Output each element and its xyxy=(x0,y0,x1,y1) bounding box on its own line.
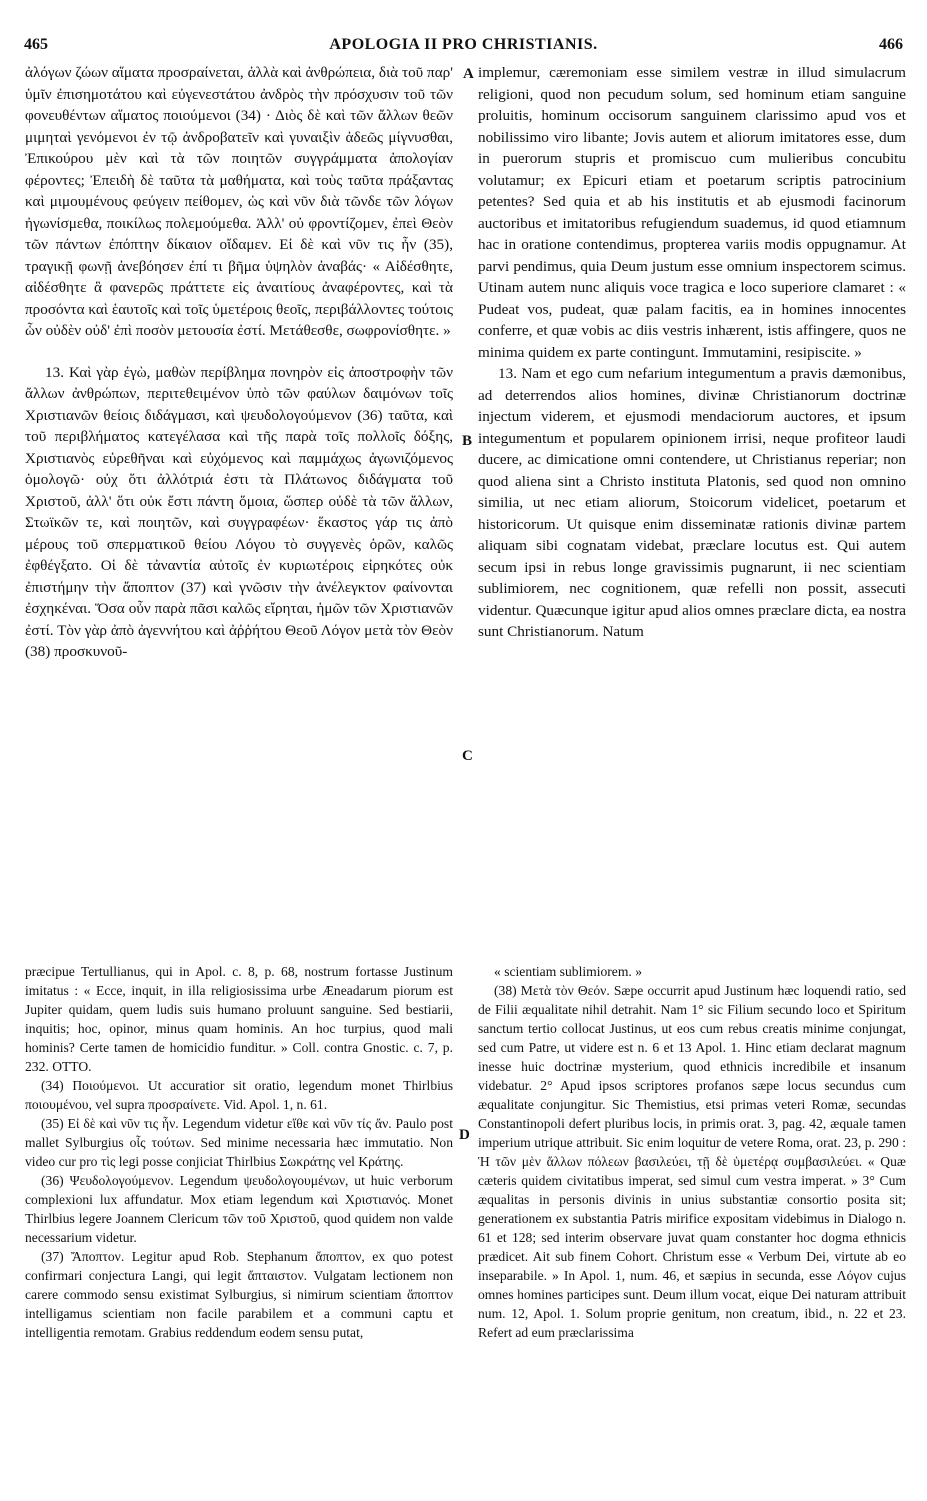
margin-marker-b: B xyxy=(462,433,473,449)
footnote: (34) Ποιούμενοι. Ut accuratior sit oratio, legendum monet Thirlbius ποιουμένου, vel supra προσραίνετε. Vid. Apol. 1, n. 61. xyxy=(25,1078,453,1112)
footnote: præcipue Tertullianus, qui in Apol. c. 8, p. 68, nostrum fortasse Justinum imitatus : « Ecce, inquit, in illa religiosissima urbe Æneadarum piorum est Jupiter quidam, quem ludis suis humano proluunt sanguine. Sed bestiarii, inquitis; hoc, opinor, minus quam hominis. An hoc turpius, quod mali hominis? Certe tamen de homicidio funditur. » Coll. contra Gnostic. c. 7, p. 232. OTTO. xyxy=(25,964,453,1074)
running-title: APOLOGIA II PRO CHRISTIANIS. xyxy=(329,36,598,53)
margin-marker-d: D xyxy=(459,1127,470,1143)
left-page-number: 465 xyxy=(24,36,48,53)
footnotes-right xyxy=(478,962,906,1342)
right-page-number: 466 xyxy=(879,36,903,53)
margin-marker-a: A xyxy=(463,66,474,82)
footnote: (37) Ἄποπτον. Legitur apud Rob. Stephanum ἄποπτον, ex quo potest confirmari conjectura Langi, qui legit ἄπταιστον. Vulgatam lectionem non carere commodo sensu existimat Sylburgius, si nimirum scientiam ἄποπτον intelligamus scientiam non facile parabilem et a communi captu et intelligentia remotam. Grabius reddendum eodem sensu putat, xyxy=(25,1249,453,1340)
margin-marker-c: C xyxy=(462,748,473,764)
footnote: (36) Ψευδολογούμενον. Legendum ψευδολογουμένων, ut huic verborum complexioni lux affundatur. Mox etiam legendum καὶ Χριστιανός. Monet Thirlbius legere Joannem Clericum τῶν τοῦ Χριστοῦ, quod quidem non valde necessarium videtur. xyxy=(25,1173,453,1245)
latin-column xyxy=(478,62,906,643)
footnote: (35) Εἰ δὲ καὶ νῦν τις ἦν. Legendum videtur εἴθε καὶ νῦν τίς ἄν. Paulo post mallet Sylburgius οἷς τούτων. Sed minime necessaria hæc immutatio. Non video cur pro τὶς legi posse conjiciat Thirlbius Σωκράτης vel Κράτης. xyxy=(25,1116,453,1169)
running-header xyxy=(24,36,903,60)
latin-paragraph: 13. Nam et ego cum nefarium integumentum a pravis dæmonibus, ad deterrendos alios homines, divinæ Christianorum doctrinæ injectum viderem, et ejusmodi mendaciorum auctores, et ipsum integumentum et popularem opinionem irrisi, neque profiteor laudi ducere, ac dimicatione omni contendere, ut Christianus reperiar; non quod aliena sint a Christo instituta Platonis, sed quod non omnino similia, ut nec etiam aliorum, Stoicorum videlicet, poetarum et historicorum. Ut quisque enim disseminatæ rationis divinæ partem aliquam sibi cognatam videbat, præclare locutus est. Qui autem secum ipsi in rebus longe gravissimis pugnarunt, ii nec scientiam sublimiorem, nec cognitionem, quæ refelli non possit, assecuti videntur. Quæcunque igitur apud alios omnes præclare dicta, ea nostra sunt Christianorum. Natum xyxy=(478,365,906,640)
greek-paragraph: 13. Καὶ γὰρ ἐγὼ, μαθὼν περίβλημα πονηρὸν εἰς ἀποστροφὴν τῶν ἄλλων ἀνθρώπων, περιτεθειμένον ὑπὸ τῶν φαύλων δαιμόνων τοῖς Χριστιανῶν θείοις διδάγμασι, καὶ ψευδολογούμενον (36) ταῦτα, καὶ τοῦ περιβλήματος κατεγέλασα καὶ τῆς παρὰ τοῖς πολλοῖς δόξης, Χριστιανὸς εὑρεθῆναι καὶ εὐχόμενος καὶ παμμάχως ἀγωνιζόμενος ὁμολογῶ· οὐχ ὅτι ἀλλότριά ἐστι τὰ Πλάτωνος διδάγματα τοῦ Χριστοῦ, ἀλλ' ὅτι οὐκ ἔστι πάντη ὅμοια, ὥσπερ οὐδὲ τὰ τῶν ἄλλων, Στωϊκῶν τε, καὶ ποιητῶν, καὶ συγγραφέων· ἕκαστος γάρ τις ἀπὸ μέρους τοῦ σπερματικοῦ θείου Λόγου τὸ συγγενὲς ὁρῶν, καλῶς ἐφθέγξατο. Οἱ δὲ τἀναντία αὐτοῖς ἐν κυριωτέροις εἰρηκότες οὐκ ἐπιστήμην τὴν ἄποπτον (37) καὶ γνῶσιν τὴν ἀνέλεγκτον φαίνονται ἐσχηκέναι. Ὅσα οὖν παρὰ πᾶσι καλῶς εἴρηται, ἡμῶν τῶν Χριστιανῶν ἐστί. Τὸν γὰρ ἀπὸ ἀγεννήτου καὶ ἀῤῥήτου Θεοῦ Λόγον μετὰ τὸν Θεὸν (38) προσκυνοῦ- xyxy=(25,363,453,660)
greek-column xyxy=(25,62,453,663)
footnote: (38) Μετὰ τὸν Θεόν. Sæpe occurrit apud Justinum hæc loquendi ratio, sed de Filii æqualitate nihil detrahit. Nam 1° sic Filium secundo loco et Spiritum sanctum tertio collocat Justinus, ut eos cum rebus creatis minime conjungat, sed cum Patre, ut videre est n. 6 et 13 Apol. 1. Hinc etiam declarat magnum inesse huic doctrinæ mysterium, quod ethnicis incredibile et insanum videbatur. 2° Apud ipsos scriptores profanos sæpe locus secundus cum æqualitate conjungitur. Sic Themistius, etsi primas veteri Romæ, secundas Constantinopoli defert pluribus locis, in primis orat. 3, pag. 42, æquale tamen imperium utrique attribuit. Sic enim loquitur de vetere Roma, orat. 23, p. 290 : Ἡ τῶν μὲν ἄλλων πόλεων βασιλεύει, τῇ δὲ ὑμετέρᾳ συμβασιλεύει. « Quæ cæteris quidem civitatibus imperat, sed simul cum vestra imperat. » 3° Cum æqualitas in personis divinis in unius substantiæ consortio posita sit; generationem ex substantia Patris mirifice expositam videbimus in Dialogo n. 61 et 128; sed interim observare juvat quam constanter hoc dogma ethnicis prædicet. Ait sub finem Cohort. Christum esse « Verbum Dei, virtute ab eo inseparabile. » In Apol. 1, num. 46, et sæpius in secunda, esse Λόγον cujus omnes homines participes sunt. Deum illum vocat, eique Dei naturam attribuit num. 12, Apol. 1. Solum proprie genitum, non creatum, ibid., n. 22 et 23. Refert ad eum præclarissima xyxy=(478,983,906,1340)
footnotes-left xyxy=(25,962,453,1342)
latin-paragraph: implemur, cæremoniam esse similem vestræ in illud simulacrum religioni, quod non pecudum solum, sed hominum etiam sanguine proluitis, hominum occisorum sanguinem clarissimo apud vos et nobilissimo viro libante; Jovis autem et aliorum imitatores esse, dum in puerorum stupris et promiscuo cum mulieribus concubitu volutamur; ex Epicuri etiam et poetarum scriptis patrocinium petentes? Sed quia et ab his institutis et ab ejusmodi facinorum auctoribus et imitatoribus refugiendum suademus, id quod etiamnum hac in oratione contendimus, propterea variis modis oppugnamur. At parvi pendimus, quia Deum justum esse omnium inspectorem scimus. Utinam autem nunc aliquis voce tragica e loco superiore clamaret : « Pudeat vos, pudeat, quæ palam facitis, ea in homines innocentes conferre, et quæ vobis ac diis vestris inhærent, istis affingere, quos ne minima quidem ex parte contingunt. Immutamini, resipiscite. » xyxy=(478,64,906,361)
footnote: « scientiam sublimiorem. » xyxy=(494,964,642,979)
greek-paragraph: ἀλόγων ζώων αἵματα προσραίνεται, ἀλλὰ καὶ ἀνθρώπεια, διὰ τοῦ παρ' ὑμῖν ἐπισημοτάτου καὶ εὐγενεστάτου ἀνδρὸς τὴν πρόσχυσιν τοῦ τῶν φονευθέντων αἵματος ποιούμενοι (34) · Διὸς δὲ καὶ τῶν ἄλλων θεῶν μιμηταὶ γενόμενοι ἐν τῷ ἀνδροβατεῖν καὶ γυναιξὶν ἀδεῶς μίγνυσθαι, Ἐπικούρου μὲν καὶ τὰ τῶν ποιητῶν συγγράμματα ἀπολογίαν φέροντες; Ἐπειδὴ δὲ ταῦτα τὰ μαθήματα, καὶ τοὺς ταῦτα πράξαντας καὶ μιμουμένους φεύγειν πείθομεν, ὡς καὶ νῦν διὰ τῶνδε τῶν λόγων ἠγωνίσμεθα, ποικίλως πολεμούμεθα. Ἀλλ' οὐ φροντίζομεν, ἐπεὶ Θεὸν τῶν πάντων ἐπόπτην δίκαιον οἴδαμεν. Εἰ δὲ καὶ νῦν τις ἦν (35), τραγικῇ φωνῇ ἀνεβόησεν ἐπί τι βῆμα ὑψηλὸν ἀναβάς· « Αἰδέσθητε, αἰδέσθητε ἃ φανερῶς πράττετε εἰς ἀναιτίους ἀναφέροντες, καὶ τὰ προσόντα καὶ ἑαυτοῖς καὶ τοῖς ὑμετέροις θεοῖς, περιβάλλοντες τούτοις ὧν οὐδὲν οὐδ' ἐπὶ ποσὸν μετουσία ἐστί. Μετάθεσθε, σωφρονίσθητε. » xyxy=(25,64,453,339)
